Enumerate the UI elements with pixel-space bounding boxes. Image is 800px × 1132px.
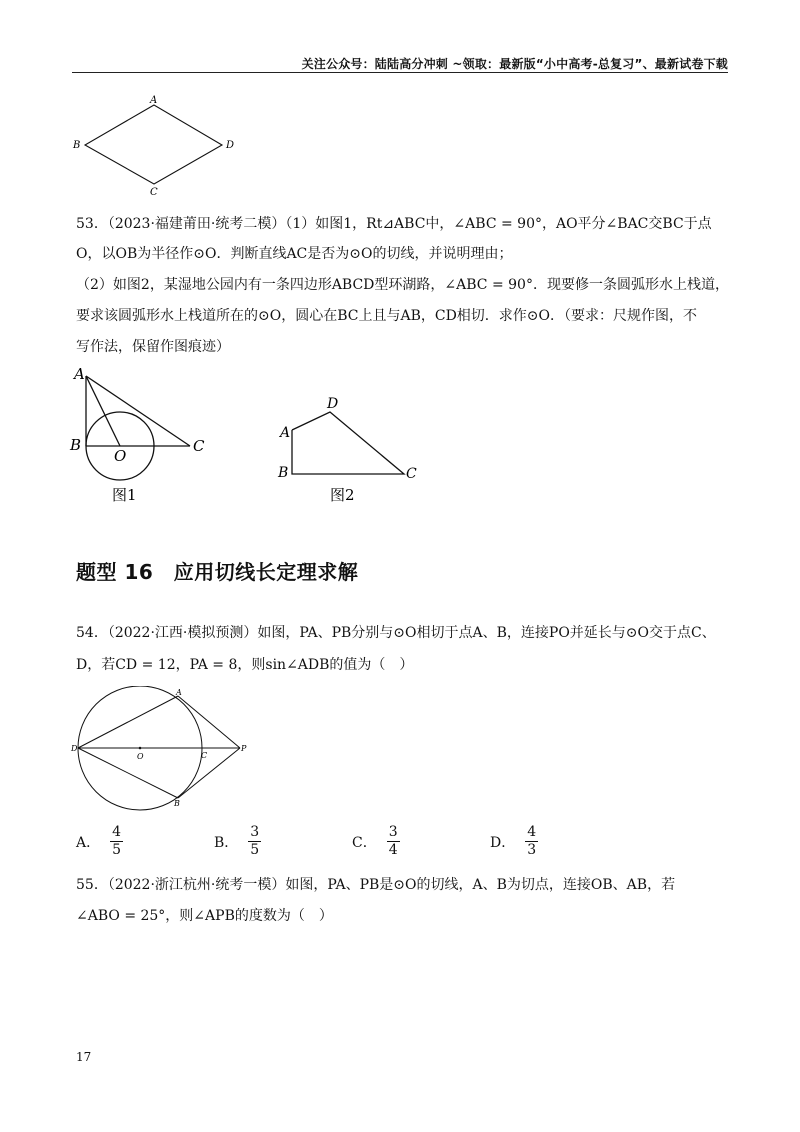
q53-line-1: 53．（2023·福建莆田·统考二模）（1）如图1，Rt⊿ABC中，∠ABC = 90°，AO平分∠BAC交BC于点	[76, 216, 712, 232]
q55-line-2: ∠ABO = 25°，则∠APB的度数为（ ）	[76, 908, 333, 924]
fig1-label-b: B	[70, 436, 82, 454]
q54-label-p: P	[241, 744, 247, 753]
choice-d-label: D．	[490, 834, 516, 851]
label-d: D	[226, 140, 235, 151]
choice-c[interactable]	[352, 824, 400, 859]
choice-b-label: B．	[214, 834, 239, 851]
header-rule	[72, 72, 728, 73]
section-title: 题型 16 应用切线长定理求解	[76, 560, 359, 584]
fig2-caption: 图2	[330, 486, 355, 504]
choice-c-fraction	[387, 824, 400, 859]
choice-c-label: C．	[352, 834, 377, 851]
q53-figure-1	[68, 362, 218, 517]
choice-b-denominator: 5	[250, 842, 260, 858]
choice-b[interactable]	[214, 824, 261, 859]
q53-line-2: O，以OB为半径作⊙O．判断直线AC是否为⊙O的切线，并说明理由；	[76, 246, 513, 262]
q53-line-4: 要求该圆弧形水上栈道所在的⊙O，圆心在BC上且与AB，CD相切．求作⊙O．（要求：尺规作图，不	[76, 308, 698, 324]
q54-label-o: O	[137, 752, 144, 761]
q54-label-a: A	[176, 688, 182, 697]
rhombus-figure	[70, 92, 250, 197]
fig1-label-o: O	[114, 447, 127, 465]
fig2-label-c: C	[406, 466, 417, 482]
choice-a-label: A．	[76, 834, 101, 851]
q54-line-1: 54．（2022·江西·模拟预测）如图，PA、PB分别与⊙O相切于点A、B，连接PO并延长与⊙O交于点C、	[76, 625, 716, 641]
q54-label-d: D	[71, 744, 78, 753]
choice-d-numerator: 4	[527, 824, 537, 840]
fig2-label-a: A	[280, 425, 291, 441]
fig2-label-b: B	[278, 465, 289, 481]
choice-b-fraction	[248, 824, 261, 859]
fig2-label-d: D	[327, 396, 339, 412]
q53-line-3: （2）如图2，某湿地公园内有一条四边形ABCD型环湖路，∠ABC = 90°．现要修一条圆弧形水上栈道，	[76, 277, 729, 293]
header-text: 关注公众号：陆陆高分冲刺 ~领取：最新版“小中高考-总复习”、最新试卷下载	[301, 57, 728, 71]
choice-c-denominator: 4	[388, 842, 398, 858]
q53-figure-2	[270, 392, 430, 517]
label-b: B	[73, 140, 81, 151]
choice-a-denominator: 5	[112, 842, 122, 858]
page-number: 17	[76, 1050, 92, 1064]
choice-c-numerator: 3	[388, 824, 398, 840]
label-c: C	[150, 187, 158, 197]
q54-line-2: D，若CD = 12，PA = 8，则sin∠ADB的值为（ ）	[76, 657, 414, 673]
label-a: A	[150, 95, 158, 106]
choice-a[interactable]	[76, 824, 123, 859]
fig1-caption: 图1	[112, 486, 137, 504]
q55-line-1: 55．（2022·浙江杭州·统考一模）如图，PA、PB是⊙O的切线，A、B为切点，连接OB、AB，若	[76, 877, 676, 893]
choice-d[interactable]	[490, 824, 538, 859]
fig1-label-a: A	[74, 365, 85, 383]
choice-a-numerator: 4	[112, 824, 122, 840]
q54-label-b: B	[174, 799, 180, 808]
choice-a-fraction	[110, 824, 123, 859]
choice-b-numerator: 3	[250, 824, 260, 840]
choice-d-denominator: 3	[527, 842, 537, 858]
q54-label-c: C	[201, 751, 208, 760]
fig1-label-c: C	[193, 437, 205, 455]
q53-line-5: 写作法，保留作图痕迹）	[76, 339, 230, 355]
choice-d-fraction	[525, 824, 538, 859]
q54-figure	[70, 686, 260, 816]
